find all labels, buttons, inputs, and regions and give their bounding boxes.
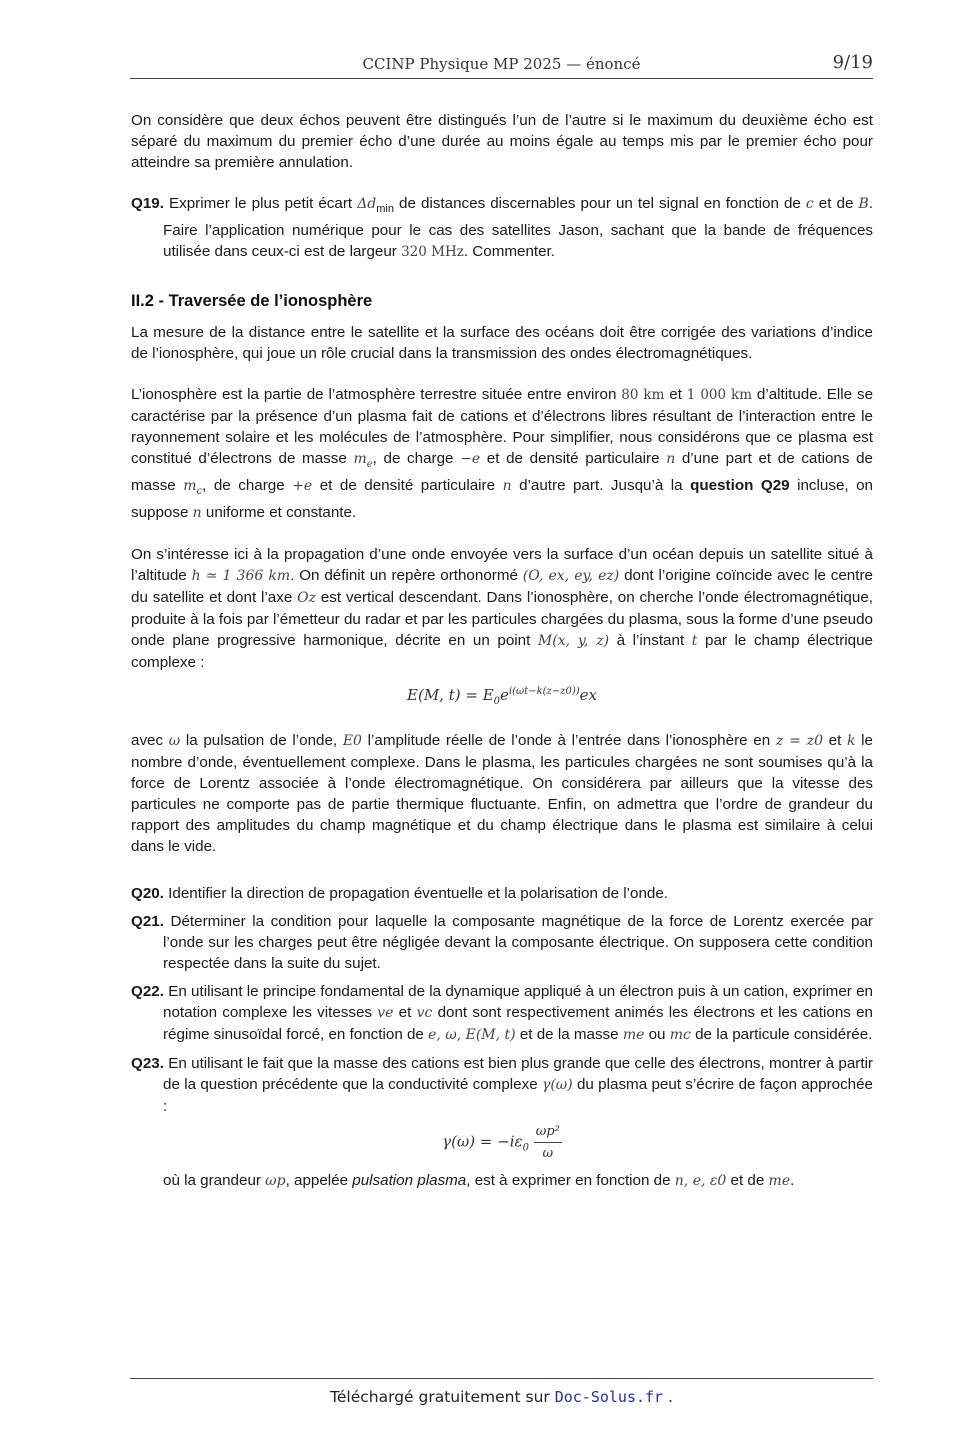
math: +e: [292, 478, 313, 495]
q23-continuation: [131, 1170, 873, 1192]
text: En utilisant le principe fondamental de la dynamique appliqué à un électron puis à un cation, exprimer en notation complexe les vitesses: [163, 983, 873, 1022]
math: t: [691, 633, 698, 650]
math: mc: [669, 1027, 691, 1044]
math: e, ω, E(M, t): [428, 1027, 516, 1044]
math: h ≃ 1 366 km: [191, 568, 291, 585]
math: Oz: [297, 590, 316, 607]
text: d’autre part. Jusqu’à la: [511, 477, 691, 495]
text: . On définit un repère orthonormé: [290, 567, 523, 585]
header-title: CCINP Physique MP 2025 — énoncé: [362, 55, 641, 73]
question-q19: [131, 193, 873, 263]
math: n: [666, 451, 676, 468]
question-q23: [131, 1053, 873, 1117]
math: me: [768, 1173, 791, 1190]
math-bandwidth: 320 MHz: [401, 244, 464, 261]
math: ω: [168, 733, 181, 750]
text: incluse, on suppose: [131, 477, 874, 522]
text: et de la masse: [515, 1026, 623, 1044]
text: En utilisant le fait que la masse des cations est bien plus grande que celle des électrons, montrer à partir de la question précédente que la conductivité complexe: [163, 1055, 873, 1094]
text: et: [823, 732, 848, 750]
text: et de: [726, 1172, 769, 1190]
math-vector: ve: [377, 1005, 394, 1022]
math: ωp: [265, 1173, 286, 1190]
math: 80 km: [621, 387, 665, 404]
math: 1 000 km: [686, 387, 753, 404]
question-text: Identifier la direction de propagation éventuelle et la polarisation de l’onde.: [168, 885, 669, 903]
math: M(x, y, z): [537, 633, 610, 650]
text: et de densité particulaire: [312, 477, 503, 495]
text: , appelée: [285, 1172, 353, 1190]
math-c: c: [805, 196, 814, 212]
text: uniforme et constante.: [201, 504, 357, 522]
math: −e: [460, 451, 481, 468]
text: et: [393, 1004, 417, 1022]
intro-paragraph: On considère que deux échos peuvent être distingués l’un de l’autre si le maximum du deuxième écho est séparé du maximum du premier écho d’une durée au moins égale au temps mis par le premier écho pour atteindre sa première annulation.: [131, 112, 873, 171]
paragraph-2: [131, 384, 873, 524]
question-label: Q23.: [131, 1055, 164, 1073]
question-label: Q19.: [131, 195, 164, 212]
text: dont l’origine coïncide avec le centre du satellite et dont l’axe: [131, 567, 873, 607]
page-footer: [130, 1378, 873, 1406]
text: L’ionosphère est la partie de l’atmosphère terrestre située entre environ: [131, 386, 622, 404]
page-number: 9/19: [832, 52, 873, 73]
text: ou: [644, 1026, 670, 1044]
text: , de charge: [202, 477, 293, 495]
math-subscript: c: [196, 486, 203, 498]
question-label: Q21.: [131, 913, 164, 931]
text: où la grandeur: [163, 1172, 266, 1190]
math: n, e, ε0: [674, 1173, 727, 1190]
q19-text: . Commenter.: [463, 243, 555, 261]
q19-text: et de: [813, 195, 859, 212]
math: z = z0: [775, 733, 824, 750]
math: m: [353, 451, 367, 468]
section-heading: II.2 - Traversée de l’ionosphère: [131, 292, 373, 311]
math-frame: (O, ex, ey, ez): [522, 568, 620, 585]
math-subscript: min: [376, 203, 394, 216]
math: n: [502, 478, 512, 495]
q19-text: de distances discernables pour un tel signal en fonction de: [394, 195, 806, 212]
question-q21: [131, 911, 873, 974]
math: n: [192, 505, 202, 522]
question-label: Q22.: [131, 983, 164, 1001]
text: , de charge: [372, 450, 461, 468]
paragraph-3: [131, 544, 873, 673]
text: la pulsation de l’onde,: [180, 732, 343, 750]
eq-subscript: 0: [522, 1142, 529, 1154]
math-delta-d: Δd: [357, 196, 377, 212]
paragraph-4: [131, 730, 873, 857]
math-vector: vc: [416, 1005, 433, 1022]
equation-electric-field: [131, 681, 873, 712]
math: k: [847, 733, 856, 750]
footer-link[interactable]: Doc-Solus.fr: [554, 1388, 664, 1406]
text: et: [664, 386, 687, 404]
text: .: [790, 1172, 795, 1190]
page-header: [130, 50, 873, 79]
question-q22: [131, 981, 873, 1046]
text: de la particule considérée.: [690, 1026, 873, 1044]
eq-exp-base: e: [500, 686, 509, 705]
text: à l’instant: [609, 632, 692, 650]
text: est vertical descendant. Dans l’ionosphère, on cherche l’onde électromagnétique, produite à la fois par l’émetteur du radar et par les particules chargées du plasma, sous la forme d’une pseudo onde plane progressive harmonique, décrite en un point: [131, 589, 873, 650]
question-text: Déterminer la condition pour laquelle la composante magnétique de la force de Lorentz exercée par l’onde sur les charges peut être négligée devant la composante électrique. On supposera cette condition respectée dans la suite du sujet.: [163, 913, 873, 973]
eq-exponent: i(ωt−k(z−z0)): [508, 686, 580, 698]
question-label: Q20.: [131, 885, 164, 903]
italic-term: pulsation plasma: [352, 1172, 467, 1190]
numerator: ωp²: [534, 1121, 562, 1143]
footer-text: Téléchargé gratuitement sur: [330, 1388, 555, 1406]
eq-subscript: 0: [493, 696, 501, 708]
q19-text: . Faire l’application numérique pour le cas des satellites Jason, sachant que la bande de fréquences utilisée dans ceux-ci est de largeur: [163, 195, 874, 261]
eq-lhs: E(M, t) = E: [407, 686, 494, 705]
math: γ(ω): [541, 1077, 573, 1094]
text: et de densité particulaire: [480, 450, 667, 468]
footer-text-end: .: [663, 1388, 673, 1406]
text: d’une part et de cations de masse: [131, 450, 873, 495]
math: E0: [342, 733, 362, 750]
eq-lhs: γ(ω) = −iε: [442, 1132, 523, 1151]
text: l’amplitude réelle de l’onde à l’entrée dans l’ionosphère en: [361, 732, 776, 750]
text: dont sont respectivement animés les électrons et les cations en régime sinusoïdal forcé, en fonction de: [163, 1004, 873, 1044]
text: par le champ électrique complexe :: [131, 632, 873, 672]
question-q20: [131, 883, 873, 904]
paragraph-1: La mesure de la distance entre le satellite et la surface des océans doit être corrigée des variations d’indice de l’ionosphère, qui joue un rôle crucial dans la transmission des ondes électromagnétiques.: [131, 324, 873, 363]
eq-unit-vector: ex: [579, 686, 597, 705]
math-subscript: e: [366, 459, 373, 471]
math-b: B: [858, 196, 869, 212]
math: me: [622, 1027, 645, 1044]
document-body: [131, 110, 873, 1192]
denominator: ω: [542, 1146, 554, 1162]
text: avec: [131, 732, 169, 750]
text: le nombre d’onde, éventuellement complexe. Dans le plasma, les particules chargées ne sont soumises qu’à la force de Lorentz associée à l’onde électromagnétique. On considérera par ailleurs que la vitesse des particules ne comporte pas de partie thermique fluctuante. Enfin, on admettra que l’ordre de grandeur du rapport des amplitudes du champ magnétique et du champ électrique dans le plasma est similaire à celui dans le vide.: [131, 732, 874, 856]
q19-text: Exprimer le plus petit écart: [169, 195, 358, 212]
fraction: [534, 1121, 562, 1164]
text: du plasma peut s’écrire de façon approchée :: [163, 1076, 874, 1116]
text: d’altitude. Elle se caractérise par la présence d’un plasma fait de cations et d’électrons libres résultant de l’interaction entre le rayonnement solaire et les molécules de l’atmosphère. Pour simplifier, nous considérons que ce plasma est constitué d’électrons de masse: [131, 386, 874, 468]
bold-reference: question Q29: [690, 477, 790, 495]
equation-conductivity: [131, 1121, 873, 1164]
text: , est à exprimer en fonction de: [466, 1172, 675, 1190]
math: m: [183, 478, 197, 495]
text: On s’intéresse ici à la propagation d’une onde envoyée vers la surface d’un océan depuis un satellite situé à l’altitude: [131, 546, 873, 585]
